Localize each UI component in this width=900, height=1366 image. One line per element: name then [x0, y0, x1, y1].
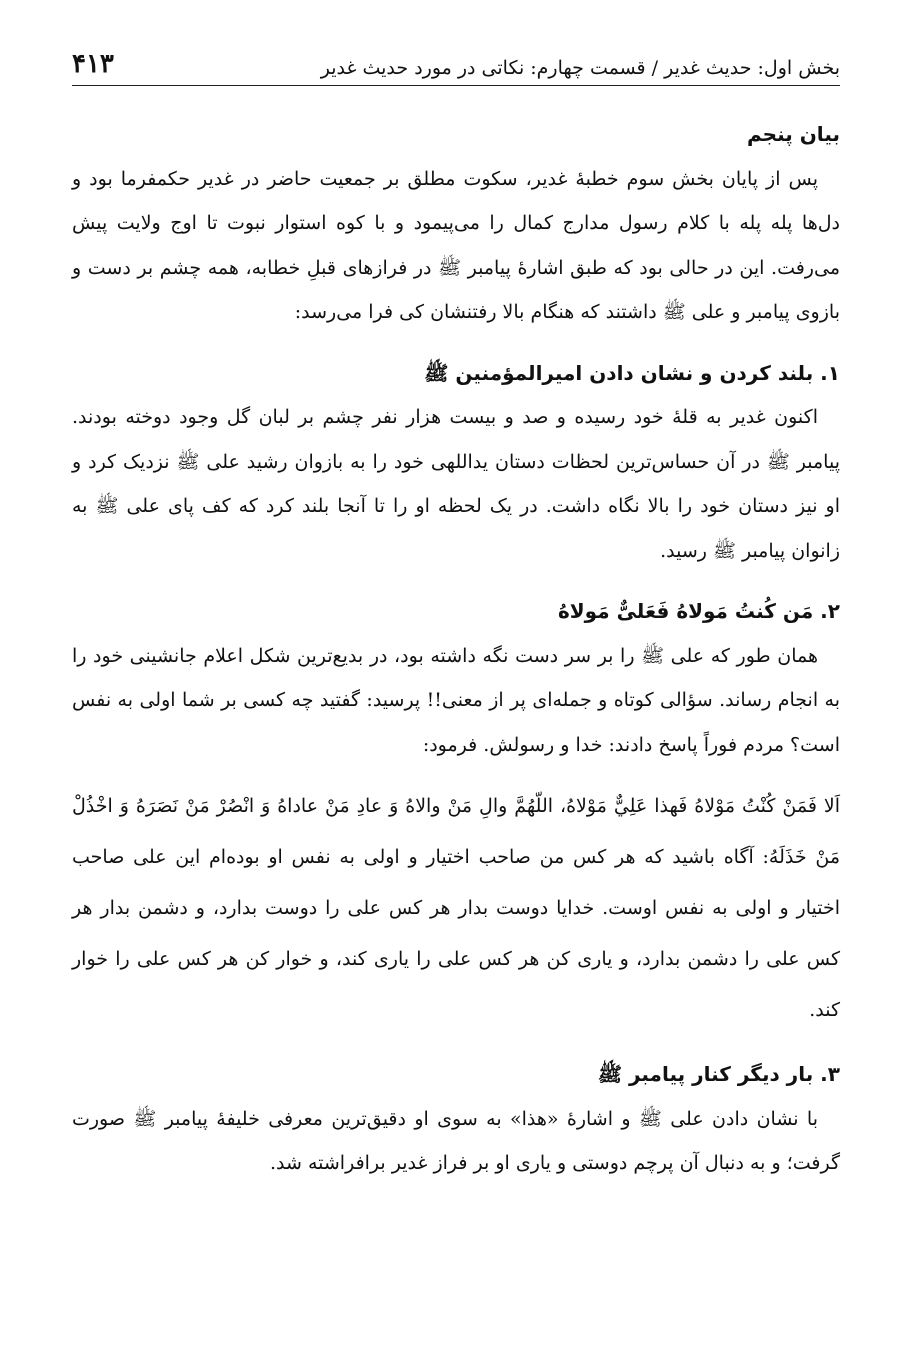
page-number: ۴۱۳: [72, 49, 114, 79]
running-header-title: بخش اول: حدیث غدیر / قسمت چهارم: نکاتی در مورد حدیث غدیر: [320, 57, 840, 79]
hadith-quote: [72, 781, 840, 1036]
subheading-2: ۲. مَن کُنتُ مَولاهُ فَعَلیٌّ مَولاهُ: [557, 599, 840, 623]
paragraph-2: همان طور که علی ﷺ را بر سر دست نگه داشته بود، در بدیع‌ترین شکل اعلام جانشینی خود را به انجام رساند. سؤالی کوتاه و جمله‌ای پر از معنی!! پرسید: گفتید چه کسی بر شما اولی به نفس است؟ مردم فوراً پاسخ دادند: خدا و رسولش. فرمود:: [72, 644, 840, 756]
paragraph-1: اکنون غدیر به قلهٔ خود رسیده و صد و بیست هزار نفر چشم بر لبان گل وجود دوخته بودند. پیامبر ﷺ در آن حساس‌ترین لحظات دستان یداللهی خود را به بازوان رشید علی ﷺ نزدیک کرد و او نیز دستان خود را بالا نگاه داشت. در یک لحظه او را تا آنجا بلند کرد که کف پای علی ﷺ به زانوان پیامبر ﷺ رسید.: [72, 406, 840, 562]
hadith-arabic-text: اَلا فَمَنْ كُنْتُ مَوْلاهُ فَهذا عَلِيٌّ مَوْلاهُ، اللّهُمَّ والِ مَنْ والاهُ وَ عادِ مَنْ عاداهُ وَ انْصُرْ مَنْ نَصَرَهُ وَ اخْذُلْ مَنْ خَذَلَهُ:: [72, 795, 840, 868]
section-heading: بیان پنجم: [747, 122, 840, 146]
subheading-1: ۱. بلند کردن و نشان دادن امیرالمؤمنین ﷺ: [424, 360, 840, 385]
running-header: [72, 40, 840, 86]
subheading-3: ۳. بار دیگر کنار پیامبر ﷺ: [597, 1062, 840, 1086]
section-intro-paragraph: پس از پایان بخش سوم خطبهٔ غدیر، سکوت مطلق بر جمعیت حاضر در غدیر حکمفرما بود و دل‌ها پله پله با کلام رسول مدارج کمال را می‌پیمود و با کوه استوار نبوت تا اوج ولایت پیش می‌رفت. این در حالی بود که طبق اشارهٔ پیامبر ﷺ در فرازهای قبلِ خطابه، همه چشم بر دست و بازوی پیامبر و علی ﷺ داشتند که هنگام بالا رفتنشان کی فرا می‌رسد:: [72, 167, 840, 323]
page-body: [72, 110, 840, 1346]
hadith-translation: آگاه باشید که هر کس من صاحب اختیار و اولی به نفس او بوده‌ام این علی صاحب اختیار و اولی به نفس اوست. خدایا دوست بدار هر کس علی را دوست بدارد، و دشمن بدار هر کس علی را دشمن بدارد، و یاری کن هر کس علی را یاری کند، و خوار کن هر کس علی را خوار کند.: [72, 846, 840, 1021]
paragraph-3: با نشان دادن علی ﷺ و اشارهٔ «هذا» به سوی او دقیق‌ترین معرفی خلیفهٔ پیامبر ﷺ صورت گرفت؛ و به دنبال آن پرچم دوستی و یاری او بر فراز غدیر برافراشته شد.: [72, 1107, 840, 1174]
